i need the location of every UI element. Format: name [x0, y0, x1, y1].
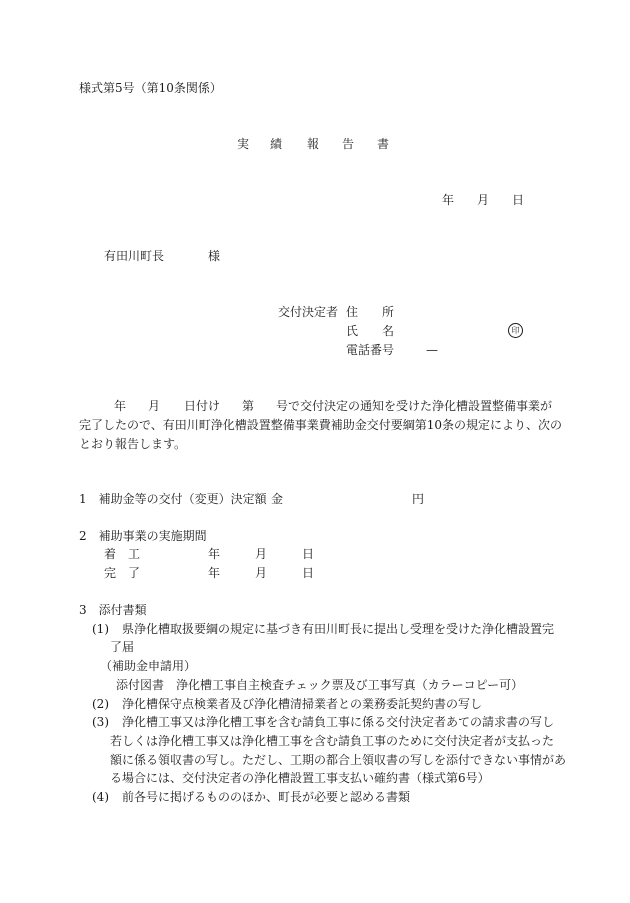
- item2-start-year: 年: [208, 547, 221, 561]
- sub1-note: （補助金申請用）: [100, 659, 197, 673]
- body-line1-rest: 号で交付決定の通知を受けた浄化槽設置整備事業が: [276, 399, 553, 413]
- item1-label: 1 補助金等の交付（変更）決定額: [79, 492, 267, 506]
- body-month: 月: [148, 399, 161, 413]
- sub1-num: (1): [92, 622, 109, 636]
- title-char: 績: [270, 137, 283, 151]
- body-year: 年: [114, 399, 127, 413]
- body-day: 日付け: [184, 399, 221, 413]
- item2-start-month: 月: [255, 547, 268, 561]
- body-line3: とおり報告します。: [79, 437, 187, 451]
- sub4-num: (4): [92, 790, 109, 804]
- title-char: 告: [342, 137, 355, 151]
- body-no: 第: [242, 399, 255, 413]
- sub1-attach: 添付図書 浄化槽工事自主検査チェック票及び工事写真（カラーコピー可）: [116, 678, 524, 692]
- sub4-text: 前各号に掲げるもののほか、町長が必要と認める書類: [122, 790, 411, 804]
- date-month: 月: [477, 193, 490, 207]
- sub2-text: 浄化槽保守点検業者及び浄化槽清掃業者との業務委託契約書の写し: [122, 697, 483, 711]
- sub3-line2: 若しくは浄化槽工事又は浄化槽工事を含む請負工事のために交付決定者が支払った: [110, 734, 555, 748]
- sub3-num: (3): [92, 715, 109, 729]
- date-year: 年: [442, 193, 455, 207]
- item2-start-day: 日: [302, 547, 315, 561]
- item3-label: 3 添付書類: [79, 603, 147, 617]
- date-day: 日: [512, 193, 525, 207]
- item2-end-month: 月: [255, 566, 268, 580]
- item2-label: 2 補助事業の実施期間: [79, 529, 207, 543]
- sub1-line2: 了届: [110, 640, 135, 654]
- sub2-num: (2): [92, 697, 109, 711]
- form-number: 様式第5号（第10条関係）: [79, 81, 222, 95]
- title-char: 書: [377, 137, 390, 151]
- applicant-label: 交付決定者: [278, 305, 339, 319]
- item2-end-year: 年: [208, 566, 221, 580]
- sub3-line4: る場合には、交付決定者の浄化槽設置工事支払い確約書（様式第6号）: [110, 771, 490, 785]
- address-label: 住 所: [346, 305, 395, 319]
- item2-end-label: 完 了: [104, 566, 141, 580]
- body-line2: 完了したので、有田川町浄化槽設置整備事業費補助金交付要綱第10条の規定により、次の: [79, 418, 563, 432]
- phone-label: 電話番号: [346, 343, 395, 357]
- item2-start-label: 着 工: [104, 547, 141, 561]
- sub3-line1: 浄化槽工事又は浄化槽工事を含む請負工事に係る交付決定者あての請求書の写し: [122, 715, 555, 729]
- sub3-line3: 額に係る領収書の写し。ただし、工期の都合上領収書の写しを添付できない事情があ: [110, 753, 567, 767]
- addressee-honorific: 様: [208, 249, 221, 263]
- item2-end-day: 日: [302, 566, 315, 580]
- item1-yen: 円: [412, 492, 425, 506]
- title-char: 実: [237, 137, 250, 151]
- addressee-name: 有田川町長: [104, 249, 165, 263]
- seal-mark: 印: [508, 323, 523, 338]
- item1-kin: 金: [271, 492, 284, 506]
- title-char: 報: [307, 137, 320, 151]
- sub1-line1: 県浄化槽取扱要綱の規定に基づき有田川町長に提出し受理を受けた浄化槽設置完: [122, 622, 555, 636]
- phone-dash: —: [426, 343, 438, 357]
- name-label: 氏 名: [346, 324, 395, 338]
